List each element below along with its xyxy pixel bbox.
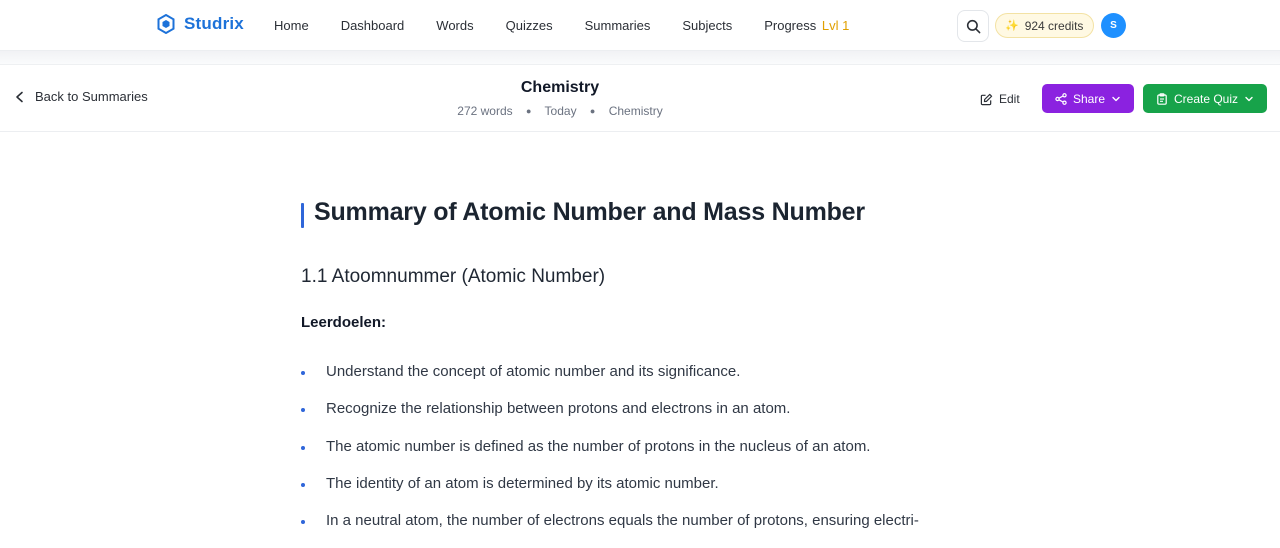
- share-button[interactable]: [1042, 84, 1134, 113]
- chevron-down-icon: [1244, 94, 1254, 104]
- list-item-text: The atomic number is defined as the number of protons in the nucleus of an atom.: [326, 437, 871, 455]
- brand-name: Studrix: [184, 14, 244, 33]
- document-subject: Chemistry: [608, 104, 663, 118]
- edit-label: Edit: [999, 92, 1020, 106]
- back-label: Back to Summaries: [35, 89, 148, 104]
- section-title: 1.1 Atoomnummer (Atomic Number): [301, 266, 606, 287]
- word-count: 272 words: [457, 104, 513, 118]
- credits-badge[interactable]: [995, 13, 1094, 38]
- clipboard-icon: [1156, 93, 1168, 105]
- nav-words[interactable]: Words: [436, 18, 474, 33]
- meta-separator: ●: [589, 106, 596, 116]
- share-label: Share: [1072, 91, 1106, 106]
- nav-quizzes[interactable]: Quizzes: [505, 18, 553, 33]
- level-badge: Lvl 1: [821, 18, 850, 33]
- brand[interactable]: [157, 14, 244, 34]
- page-title: Chemistry: [520, 79, 600, 96]
- list-item: [301, 399, 1021, 436]
- bullet-icon: [301, 446, 305, 450]
- credits-label: 924 credits: [1024, 18, 1084, 33]
- create-quiz-button[interactable]: [1143, 84, 1267, 113]
- list-item-text: Understand the concept of atomic number and its significance.: [326, 363, 741, 380]
- list-item-text: Recognize the relationship between protons and electrons in an atom.: [326, 400, 791, 418]
- list-item: [301, 437, 1021, 474]
- header-divider-band: [0, 51, 1280, 64]
- summary-heading: Summary of Atomic Number and Mass Number: [301, 196, 1001, 228]
- edit-button[interactable]: [972, 85, 1028, 113]
- nav-progress[interactable]: [764, 18, 849, 33]
- bullet-icon: [301, 520, 305, 524]
- subsection-title: Leerdoelen:: [301, 314, 387, 331]
- search-icon: [966, 19, 981, 34]
- avatar[interactable]: S: [1101, 13, 1126, 38]
- document-meta: [0, 104, 1120, 118]
- sparkle-icon: ✨: [1005, 20, 1019, 32]
- learning-goals-list: [301, 362, 1021, 548]
- summary-header: [0, 64, 1280, 132]
- meta-separator: ●: [525, 106, 532, 116]
- list-item: [301, 511, 1021, 548]
- edit-icon: [980, 93, 993, 106]
- nav-dashboard[interactable]: Dashboard: [340, 18, 405, 33]
- bullet-icon: [301, 408, 305, 412]
- nav-home[interactable]: Home: [274, 18, 309, 33]
- list-item-text: In a neutral atom, the number of electrons equals the number of protons, ensuring electri-: [326, 512, 919, 530]
- nav-subjects[interactable]: Subjects: [682, 18, 733, 33]
- nav-progress-label: Progress: [764, 18, 817, 33]
- nav-summaries[interactable]: Summaries: [584, 18, 651, 33]
- document-date: Today: [544, 104, 577, 118]
- chevron-down-icon: [1111, 94, 1121, 104]
- list-item: [301, 362, 1021, 399]
- summary-content: [301, 196, 1001, 530]
- list-item-text: The identity of an atom is determined by its atomic number.: [326, 474, 719, 492]
- list-item: [301, 474, 1021, 511]
- main-nav: [274, 0, 881, 51]
- bullet-icon: [301, 371, 305, 375]
- bullet-icon: [301, 483, 305, 487]
- search-button[interactable]: [957, 10, 989, 42]
- top-navigation: [0, 0, 1280, 51]
- share-icon: [1055, 93, 1067, 105]
- hexagon-logo-icon: [157, 14, 175, 34]
- create-quiz-label: Create Quiz: [1173, 91, 1239, 106]
